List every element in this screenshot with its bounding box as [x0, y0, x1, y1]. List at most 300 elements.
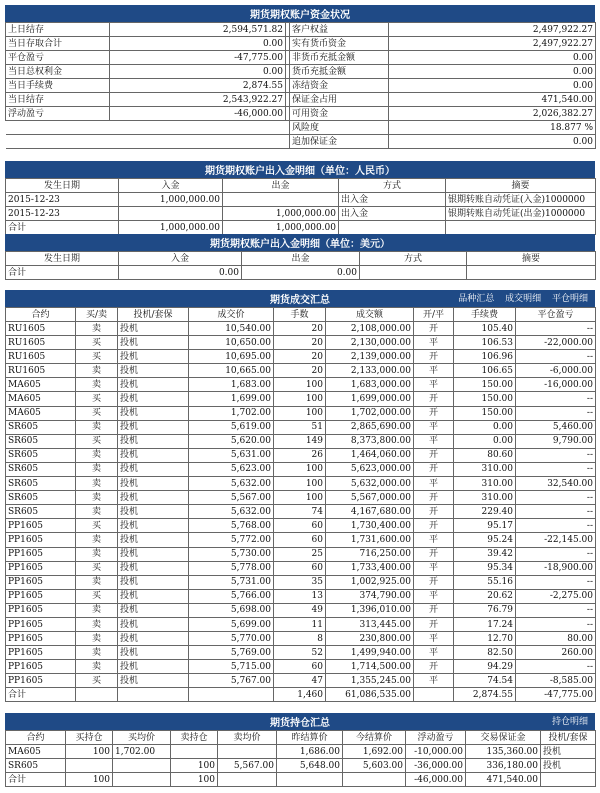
table-cell: 5,603.00: [343, 759, 406, 773]
total-cell: [113, 773, 171, 787]
table-cell: 8,373,800.00: [326, 434, 414, 448]
column-header: 今结算价: [343, 731, 406, 745]
table-cell: 开: [414, 491, 454, 505]
table-cell: 105.40: [454, 322, 516, 336]
table-row: [6, 406, 596, 420]
column-header: 卖持仓: [171, 731, 218, 745]
table-cell: 投机: [118, 462, 189, 476]
column-header: 手数: [274, 308, 326, 322]
link-close-detail[interactable]: 平仓明细: [551, 294, 588, 304]
table-cell: 52: [274, 646, 326, 660]
table-cell: 开: [414, 448, 454, 462]
total-cell: 0.00: [119, 266, 242, 280]
total-row: [6, 221, 596, 235]
table-cell: 106.96: [454, 350, 516, 364]
table-row: [6, 336, 596, 350]
table-cell: 卖: [76, 505, 118, 519]
table-cell: RU1605: [6, 350, 76, 364]
table-cell: 5,619.00: [189, 420, 274, 434]
total-row: [6, 688, 596, 702]
table-cell: 投机: [118, 561, 189, 575]
column-header: 方式: [360, 252, 467, 266]
fund-label: 当日总权利金: [6, 65, 110, 79]
table-cell: 卖: [76, 632, 118, 646]
table-cell: 平: [414, 434, 454, 448]
table-cell: PP1605: [6, 575, 76, 589]
table-cell: 投机: [118, 364, 189, 378]
fund-row: [6, 23, 596, 37]
table-cell: 5,770.00: [189, 632, 274, 646]
table-row: [6, 617, 596, 631]
table-cell: 买: [76, 674, 118, 688]
table-cell: 卖: [76, 547, 118, 561]
fund-label: 追加保证金: [290, 135, 389, 149]
table-cell: --: [516, 406, 596, 420]
table-cell: -18,900.00: [516, 561, 596, 575]
fund-label: 当日结存: [6, 93, 110, 107]
fund-row: [6, 79, 596, 93]
table-row: [6, 350, 596, 364]
table-cell: 平: [414, 589, 454, 603]
table-cell: 1,733,400.00: [326, 561, 414, 575]
total-cell: [339, 221, 446, 235]
table-cell: 5,699.00: [189, 617, 274, 631]
column-header: 手续费: [454, 308, 516, 322]
table-cell: 5,620.00: [189, 434, 274, 448]
table-cell: 平: [414, 378, 454, 392]
table-cell: 12.70: [454, 632, 516, 646]
table-cell: MA605: [6, 392, 76, 406]
fund-value: 0.00: [389, 135, 596, 149]
table-cell: 150.00: [454, 392, 516, 406]
table-row: [6, 462, 596, 476]
table-cell: MA605: [6, 406, 76, 420]
link-product-summary[interactable]: 品种汇总: [458, 294, 495, 304]
table-row: [6, 491, 596, 505]
table-row: [6, 575, 596, 589]
total-cell: 1,460: [274, 688, 326, 702]
table-cell: 310.00: [454, 477, 516, 491]
header-row: [6, 308, 596, 322]
table-cell: [223, 193, 339, 207]
empty-cell: [110, 135, 286, 149]
table-cell: SR605: [6, 434, 76, 448]
usd-cashflow-section: [5, 234, 595, 280]
table-cell: 2,108,000.00: [326, 322, 414, 336]
column-header: 买均价: [113, 731, 171, 745]
table-cell: 卖: [76, 378, 118, 392]
table-cell: 买: [76, 336, 118, 350]
table-cell: 13: [274, 589, 326, 603]
cny-cashflow-title: 期货期权账户出入金明细（单位：人民币）: [5, 161, 595, 178]
table-cell: 卖: [76, 575, 118, 589]
table-cell: 2,139,000.00: [326, 350, 414, 364]
table-cell: 2,865,690.00: [326, 420, 414, 434]
table-cell: 平: [414, 336, 454, 350]
column-header: 摘要: [446, 179, 596, 193]
table-cell: 135,360.00: [466, 745, 541, 759]
table-cell: 1,002,925.00: [326, 575, 414, 589]
table-cell: --: [516, 392, 596, 406]
table-cell: 1,464,060.00: [326, 448, 414, 462]
table-cell: 开: [414, 505, 454, 519]
fund-value: 2,497,922.27: [389, 37, 596, 51]
table-cell: 投机: [118, 448, 189, 462]
table-cell: 平: [414, 533, 454, 547]
fund-status-title: 期货期权账户资金状况: [5, 5, 595, 22]
table-cell: [218, 745, 277, 759]
table-cell: 投机: [118, 660, 189, 674]
total-cell: 合计: [6, 773, 66, 787]
table-row: [6, 477, 596, 491]
fund-row: [6, 51, 596, 65]
table-row: [6, 378, 596, 392]
table-cell: 平: [414, 364, 454, 378]
table-cell: [113, 759, 171, 773]
total-cell: [467, 266, 596, 280]
table-cell: SR605: [6, 491, 76, 505]
table-cell: 11: [274, 617, 326, 631]
fund-value: 0.00: [389, 51, 596, 65]
total-cell: 1,000,000.00: [223, 221, 339, 235]
table-cell: 投机: [118, 378, 189, 392]
empty-cell: [110, 121, 286, 135]
table-cell: 投机: [118, 336, 189, 350]
table-cell: 投机: [118, 603, 189, 617]
fund-value: 2,594,571.82: [110, 23, 286, 37]
table-cell: 100: [66, 745, 113, 759]
table-cell: 5,715.00: [189, 660, 274, 674]
table-cell: 310.00: [454, 491, 516, 505]
table-cell: 716,250.00: [326, 547, 414, 561]
table-cell: 80.00: [516, 632, 596, 646]
table-cell: 投机: [118, 491, 189, 505]
table-cell: 49: [274, 603, 326, 617]
table-cell: PP1605: [6, 589, 76, 603]
table-cell: 1,702,000.00: [326, 406, 414, 420]
table-cell: 17.24: [454, 617, 516, 631]
column-header: 浮动盈亏: [406, 731, 466, 745]
fund-value: 18.877 %: [389, 121, 596, 135]
fund-value: 471,540.00: [389, 93, 596, 107]
table-cell: 5,698.00: [189, 603, 274, 617]
column-header: 开/平: [414, 308, 454, 322]
table-cell: --: [516, 603, 596, 617]
total-cell: 0.00: [242, 266, 360, 280]
column-header: 成交额: [326, 308, 414, 322]
total-cell: [189, 688, 274, 702]
table-cell: [66, 759, 113, 773]
total-cell: [218, 773, 277, 787]
table-cell: PP1605: [6, 617, 76, 631]
table-cell: 投机: [118, 646, 189, 660]
table-cell: 2,133,000.00: [326, 364, 414, 378]
table-cell: 投机: [118, 589, 189, 603]
positions-links: [544, 714, 588, 727]
empty-cell: [6, 121, 110, 135]
table-cell: 出入金: [339, 193, 446, 207]
table-cell: 5,767.00: [189, 674, 274, 688]
table-row: [6, 505, 596, 519]
table-row: [6, 632, 596, 646]
table-cell: 卖: [76, 364, 118, 378]
table-cell: 开: [414, 547, 454, 561]
column-header: 合约: [6, 731, 66, 745]
fund-value: 0.00: [110, 65, 286, 79]
table-cell: 100: [171, 759, 218, 773]
trades-section: [5, 290, 595, 702]
table-cell: RU1605: [6, 322, 76, 336]
fund-label: 实有货币资金: [290, 37, 389, 51]
table-cell: 1,683,000.00: [326, 378, 414, 392]
table-cell: 74.54: [454, 674, 516, 688]
table-cell: 1,714,500.00: [326, 660, 414, 674]
table-row: [6, 322, 596, 336]
positions-table: [5, 730, 596, 787]
fund-label: 浮动盈亏: [6, 107, 110, 121]
table-cell: 买: [76, 434, 118, 448]
fund-label: 当日手续费: [6, 79, 110, 93]
table-cell: 1,396,010.00: [326, 603, 414, 617]
column-header: 卖均价: [218, 731, 277, 745]
table-cell: 投机: [118, 477, 189, 491]
fund-label: 上日结存: [6, 23, 110, 37]
table-cell: 60: [274, 561, 326, 575]
table-cell: --: [516, 519, 596, 533]
fund-label: 冻结资金: [290, 79, 389, 93]
fund-label: 当日存取合计: [6, 37, 110, 51]
column-header: 发生日期: [6, 252, 119, 266]
table-row: [6, 589, 596, 603]
table-cell: 卖: [76, 462, 118, 476]
table-cell: 买: [76, 561, 118, 575]
table-cell: 39.42: [454, 547, 516, 561]
table-cell: 10,665.00: [189, 364, 274, 378]
table-cell: [119, 207, 223, 221]
table-cell: 5,632.00: [189, 505, 274, 519]
table-cell: --: [516, 448, 596, 462]
table-row: [6, 745, 596, 759]
table-cell: 开: [414, 462, 454, 476]
table-cell: 银期转账自动凭证(入金)1000000: [446, 193, 596, 207]
fund-value: 2,026,382.27: [389, 107, 596, 121]
table-row: [6, 646, 596, 660]
table-cell: PP1605: [6, 674, 76, 688]
table-cell: 100: [274, 491, 326, 505]
total-cell: [360, 266, 467, 280]
table-cell: 平: [414, 561, 454, 575]
table-cell: SR605: [6, 477, 76, 491]
table-cell: 20: [274, 350, 326, 364]
table-cell: 平: [414, 632, 454, 646]
column-header: 平仓盈亏: [516, 308, 596, 322]
table-row: [6, 420, 596, 434]
table-cell: -22,145.00: [516, 533, 596, 547]
table-row: [6, 603, 596, 617]
fund-label: 可用资金: [290, 107, 389, 121]
table-cell: 买: [76, 392, 118, 406]
table-cell: SR605: [6, 759, 66, 773]
table-cell: 卖: [76, 646, 118, 660]
table-cell: 投机: [541, 745, 596, 759]
column-header: 投机/套保: [541, 731, 596, 745]
table-row: [6, 561, 596, 575]
trades-title-text: 期货成交汇总: [270, 295, 330, 306]
table-cell: 投机: [118, 547, 189, 561]
table-cell: -2,275.00: [516, 589, 596, 603]
column-header: 买/卖: [76, 308, 118, 322]
fund-value: 2,543,922.27: [110, 93, 286, 107]
table-cell: 260.00: [516, 646, 596, 660]
positions-title: [5, 713, 595, 730]
table-cell: 5,772.00: [189, 533, 274, 547]
table-cell: 74: [274, 505, 326, 519]
table-cell: PP1605: [6, 603, 76, 617]
table-row: [6, 759, 596, 773]
table-cell: 10,540.00: [189, 322, 274, 336]
table-cell: 卖: [76, 660, 118, 674]
usd-cashflow-table: [5, 251, 596, 280]
column-header: 入金: [119, 179, 223, 193]
fund-label: 平仓盈亏: [6, 51, 110, 65]
table-cell: -36,000.00: [406, 759, 466, 773]
table-cell: 8: [274, 632, 326, 646]
table-cell: 1,686.00: [277, 745, 343, 759]
table-cell: 买: [76, 589, 118, 603]
table-row: [6, 364, 596, 378]
table-cell: 5,567,000.00: [326, 491, 414, 505]
table-cell: 20: [274, 364, 326, 378]
table-cell: [171, 745, 218, 759]
table-cell: 10,695.00: [189, 350, 274, 364]
table-cell: 229.40: [454, 505, 516, 519]
table-cell: 1,499,940.00: [326, 646, 414, 660]
table-cell: 1,699,000.00: [326, 392, 414, 406]
table-row: [6, 207, 596, 221]
link-trade-detail[interactable]: 成交明细: [505, 294, 542, 304]
table-row: [6, 193, 596, 207]
table-row: [6, 533, 596, 547]
table-cell: 开: [414, 575, 454, 589]
table-cell: 20: [274, 322, 326, 336]
table-cell: 开: [414, 660, 454, 674]
table-cell: 2015-12-23: [6, 207, 119, 221]
column-header: 交易保证金: [466, 731, 541, 745]
table-cell: 5,460.00: [516, 420, 596, 434]
table-cell: 1,000,000.00: [223, 207, 339, 221]
table-cell: -8,585.00: [516, 674, 596, 688]
table-cell: 买: [76, 406, 118, 420]
total-cell: [118, 688, 189, 702]
table-cell: 100: [274, 378, 326, 392]
table-cell: 5,632.00: [189, 477, 274, 491]
fund-label: 风险度: [290, 121, 389, 135]
table-cell: --: [516, 491, 596, 505]
table-cell: 1,683.00: [189, 378, 274, 392]
total-cell: 合计: [6, 688, 76, 702]
fund-label: 保证金占用: [290, 93, 389, 107]
table-cell: 149: [274, 434, 326, 448]
trades-table: [5, 307, 596, 702]
table-cell: 投机: [118, 533, 189, 547]
table-cell: 100: [274, 406, 326, 420]
fund-row: [6, 121, 596, 135]
table-cell: --: [516, 462, 596, 476]
table-cell: 2015-12-23: [6, 193, 119, 207]
total-cell: 合计: [6, 221, 119, 235]
table-cell: 投机: [118, 617, 189, 631]
table-cell: MA605: [6, 745, 66, 759]
table-cell: -6,000.00: [516, 364, 596, 378]
table-cell: 95.17: [454, 519, 516, 533]
table-cell: -10,000.00: [406, 745, 466, 759]
table-cell: 开: [414, 519, 454, 533]
link-position-detail[interactable]: 持仓明细: [551, 717, 588, 727]
table-cell: 投机: [118, 519, 189, 533]
table-cell: 卖: [76, 420, 118, 434]
table-row: [6, 448, 596, 462]
table-cell: 投机: [118, 322, 189, 336]
table-cell: RU1605: [6, 364, 76, 378]
table-cell: 374,790.00: [326, 589, 414, 603]
fund-value: 0.00: [110, 37, 286, 51]
table-cell: 银期转账自动凭证(出金)1000000: [446, 207, 596, 221]
total-cell: [446, 221, 596, 235]
table-cell: PP1605: [6, 519, 76, 533]
table-cell: --: [516, 575, 596, 589]
column-header: 出金: [242, 252, 360, 266]
table-cell: 1,355,245.00: [326, 674, 414, 688]
table-cell: 平: [414, 646, 454, 660]
table-cell: 1,692.00: [343, 745, 406, 759]
header-row: [6, 252, 596, 266]
table-cell: 100: [274, 477, 326, 491]
table-cell: 卖: [76, 491, 118, 505]
table-cell: 投机: [118, 575, 189, 589]
fund-label: 货币充抵金额: [290, 65, 389, 79]
total-row: [6, 266, 596, 280]
table-row: [6, 660, 596, 674]
header-row: [6, 731, 596, 745]
fund-row: [6, 135, 596, 149]
total-cell: 471,540.00: [466, 773, 541, 787]
table-cell: 投机: [118, 406, 189, 420]
total-cell: [414, 688, 454, 702]
fund-row: [6, 107, 596, 121]
table-cell: PP1605: [6, 547, 76, 561]
empty-cell: [6, 135, 110, 149]
column-header: 发生日期: [6, 179, 119, 193]
table-cell: 投机: [118, 392, 189, 406]
total-cell: 100: [66, 773, 113, 787]
table-cell: 卖: [76, 477, 118, 491]
positions-title-text: 期货持仓汇总: [270, 718, 330, 729]
table-cell: 60: [274, 533, 326, 547]
table-cell: PP1605: [6, 660, 76, 674]
table-cell: 94.29: [454, 660, 516, 674]
table-cell: 60: [274, 519, 326, 533]
total-cell: -47,775.00: [516, 688, 596, 702]
column-header: 合约: [6, 308, 76, 322]
table-cell: 5,632,000.00: [326, 477, 414, 491]
table-cell: 卖: [76, 322, 118, 336]
table-cell: 买: [76, 519, 118, 533]
fund-row: [6, 93, 596, 107]
total-cell: [277, 773, 343, 787]
table-cell: SR605: [6, 462, 76, 476]
table-row: [6, 547, 596, 561]
total-cell: 1,000,000.00: [119, 221, 223, 235]
